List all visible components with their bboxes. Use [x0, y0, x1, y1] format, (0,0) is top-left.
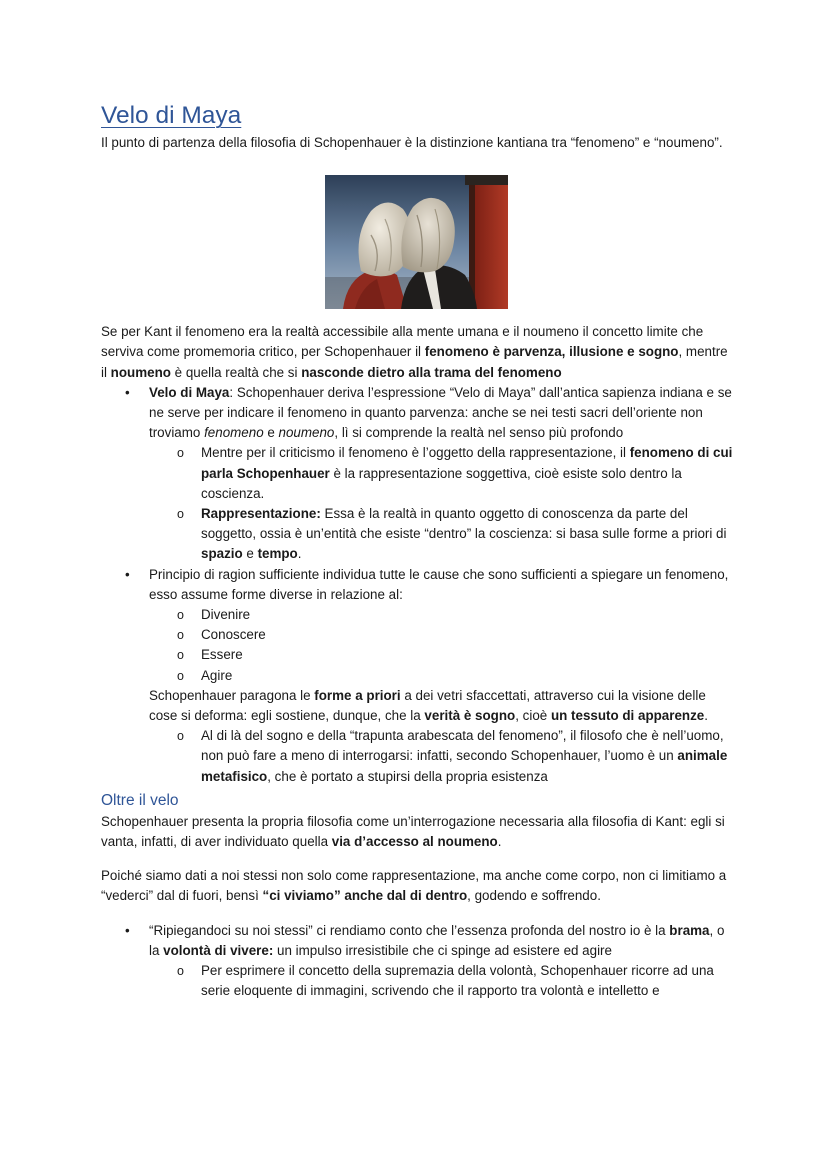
text-run: , cioè	[515, 708, 551, 724]
text-run: nasconde dietro alla trama del fenomeno	[301, 364, 562, 380]
text-run: , lì si comprende la realtà nel senso più profondo	[334, 425, 624, 441]
text-run: Conoscere	[201, 627, 266, 643]
text-run: spazio	[201, 546, 243, 562]
form-item	[101, 666, 736, 686]
text-run: “Ripiegandoci su noi stessi” ci rendiamo conto che l’essenza profonda del nostro io è la	[149, 922, 670, 938]
bullet-circle: o	[177, 507, 184, 522]
text-run: “ci viviamo” anche dal di dentro	[262, 888, 468, 904]
bullet-disc: •	[125, 566, 130, 582]
text-run: verità è sogno	[424, 708, 516, 724]
bullet-circle: o	[177, 446, 184, 461]
text-run: Essa è la realtà in quanto oggetto di conoscenza da parte del soggetto, ossia è un’entità che esiste “dentro” la coscienza: si basa sulle forme a priori di	[201, 506, 727, 542]
bullet-circle: o	[177, 648, 184, 663]
bullet-circle: o	[177, 628, 184, 643]
section-heading: Oltre il velo	[101, 791, 179, 809]
bullet-disc: •	[125, 922, 130, 938]
text-run: Principio di ragion sufficiente individua tutte le cause che sono sufficienti a spiegare un fenomeno, esso assume forme diverse in relazione al:	[149, 566, 729, 602]
bullet-circle: o	[177, 964, 184, 979]
text-run: Divenire	[201, 607, 251, 623]
sublist-item-criticismo	[101, 443, 736, 504]
text-run: : Schopenhauer deriva l’espressione “Velo di Maya” dall’antica sapienza indiana e se ne serve per indicare il fenomeno in quanto parvenza: anche se nei testi sacri dell’oriente non troviamo	[149, 384, 732, 441]
text-run: fenomeno di cui parla Schopenhauer	[201, 445, 733, 481]
text-run: via d’accesso al noumeno	[331, 834, 498, 850]
text-run: Schopenhauer presenta la propria filosofia come un’interrogazione necessaria alla filosofia di Kant: egli si vanta, infatti, di aver individuato quella	[101, 813, 725, 850]
intro-paragraph: Il punto di partenza della filosofia di Schopenhauer è la distinzione kantiana tra “fenomeno” e “noumeno”.	[101, 135, 723, 150]
bullet-circle: o	[177, 668, 184, 683]
text-run: forme a priori	[314, 687, 401, 703]
interrogazione-paragraph	[101, 812, 736, 852]
text-run: e	[263, 425, 279, 441]
text-run: .	[497, 834, 502, 850]
list-item-principio	[101, 565, 736, 605]
lovers-painting-image	[325, 175, 508, 309]
sublist-item-supremazia	[101, 961, 736, 1001]
text-run: tempo	[257, 546, 298, 562]
text-run: a dei vetri sfaccettati, attraverso cui la visione delle cose si deforma: egli sostiene, dunque, che la	[149, 687, 706, 724]
text-run: e	[242, 546, 258, 562]
text-run: brama	[669, 922, 710, 938]
text-run: Agire	[201, 667, 233, 683]
sublist-item-animale-metafisico	[101, 726, 736, 787]
text-run: , mentre il	[101, 344, 728, 380]
kant-paragraph	[101, 322, 736, 383]
text-run: volontà di vivere:	[163, 942, 274, 958]
text-run: Mentre per il criticismo il fenomeno è l’oggetto della rappresentazione, il	[201, 445, 630, 461]
vetri-paragraph	[101, 686, 736, 726]
text-run: Essere	[201, 647, 243, 663]
list-item-brama	[101, 921, 736, 961]
form-item	[101, 605, 736, 625]
bullet-circle: o	[177, 729, 184, 744]
document-page	[101, 100, 736, 1002]
list-item-velo-di-maya	[101, 383, 736, 444]
text-run: noumeno	[110, 364, 171, 380]
text-run: Per esprimere il concetto della supremazia della volontà, Schopenhauer ricorre ad una serie eloquente di immagini, scrivendo che il rapporto tra volontà e intelletto e	[201, 963, 714, 999]
text-run: Se per Kant il fenomeno era la realtà accessibile alla mente umana e il noumeno il concetto limite che serviva come promemoria critico, per Schopenhauer il	[101, 324, 704, 360]
text-run: Poiché siamo dati a noi stessi non solo come rappresentazione, ma anche come corpo, non ci limitiamo a “vederci” dal di fuori, bensì	[101, 868, 727, 904]
text-run: è quella realtà che si	[170, 364, 302, 380]
corpo-paragraph	[101, 866, 736, 906]
bullet-circle: o	[177, 608, 184, 623]
text-run: Rappresentazione:	[201, 506, 321, 522]
text-run: fenomeno	[204, 425, 264, 441]
form-item	[101, 625, 736, 645]
text-run: un impulso irresistibile che ci spinge ad esistere ed agire	[273, 942, 612, 958]
text-run: un tessuto di apparenze	[550, 708, 705, 724]
text-run: .	[297, 546, 302, 562]
text-run: noumeno	[278, 425, 335, 441]
text-run: Velo di Maya	[149, 384, 230, 400]
text-run: , o la	[149, 922, 725, 958]
text-run: , godendo e soffrendo.	[467, 888, 601, 904]
bullet-disc: •	[125, 384, 130, 400]
text-run: .	[704, 708, 708, 724]
text-run: animale metafisico	[201, 748, 728, 784]
text-run: è la rappresentazione soggettiva, cioè esiste solo dentro la coscienza.	[201, 465, 682, 501]
text-run: fenomeno è parvenza, illusione e sogno	[424, 344, 679, 360]
text-run: , che è portato a stupirsi della propria esistenza	[267, 768, 548, 784]
form-item	[101, 645, 736, 665]
sublist-item-rappresentazione	[101, 504, 736, 565]
text-run: Schopenhauer paragona le	[149, 687, 315, 703]
text-run: Al di là del sogno e della “trapunta arabescata del fenomeno”, il filosofo che è nell’uomo, non può fare a meno di interrogarsi: infatti, secondo Schopenhauer, l’uomo è un	[201, 728, 724, 764]
page-title: Velo di Maya	[101, 102, 242, 129]
